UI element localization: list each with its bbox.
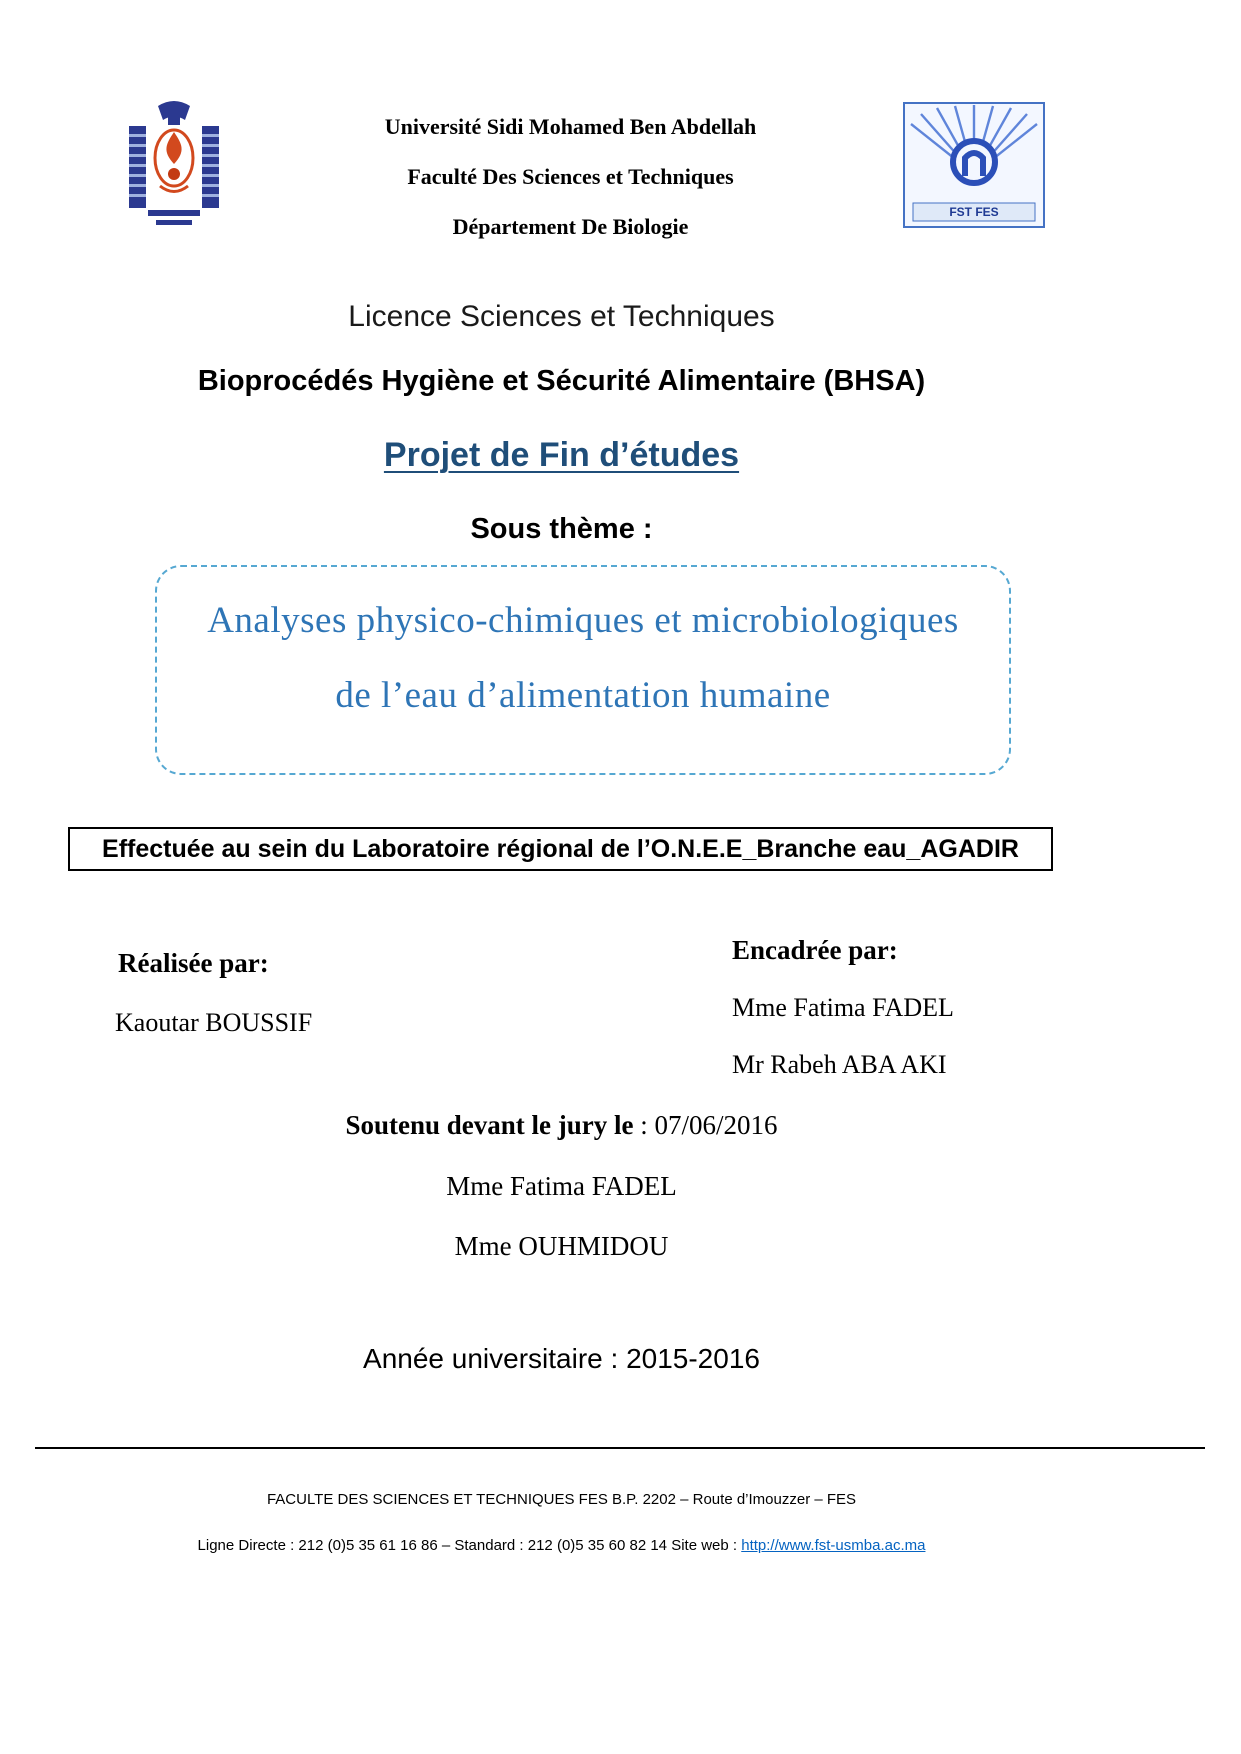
- laboratory-box: [68, 827, 1053, 871]
- encadree-name: Mme Fatima FADEL: [732, 993, 954, 1022]
- jury-member: Mme Fatima FADEL: [446, 1171, 677, 1201]
- footer-contact: [0, 1537, 1123, 1554]
- jury-label: Soutenu devant le jury le: [345, 1110, 634, 1140]
- fst-fes-logo-text: FST FES: [949, 205, 999, 219]
- realisee-par-label: Réalisée par:: [118, 948, 269, 978]
- theme-line-1: Analyses physico-chimiques et microbiologiques: [207, 600, 959, 641]
- encadree-par-label: Encadrée par:: [732, 935, 898, 965]
- laboratory-text: Effectuée au sein du Laboratoire régional de l’O.N.E.E_Branche eau_AGADIR: [102, 834, 1019, 863]
- jury-member: Mme OUHMIDOU: [454, 1231, 669, 1261]
- academic-year: Année universitaire : 2015-2016: [363, 1343, 760, 1374]
- footer-contact-text: Ligne Directe : 212 (0)5 35 61 16 86 – Standard : 212 (0)5 35 60 82 14 Site web :: [197, 1537, 742, 1554]
- website-link[interactable]: http://www.fst-usmba.ac.ma: [741, 1537, 926, 1554]
- realisee-par-name: Kaoutar BOUSSIF: [115, 1008, 313, 1037]
- footer-address: FACULTE DES SCIENCES ET TECHNIQUES FES B.P. 2202 – Route d’Imouzzer – FES: [266, 1491, 857, 1508]
- jury-date: : 07/06/2016: [633, 1110, 778, 1140]
- fst-fes-emblem-icon: [903, 102, 1045, 228]
- department-name: Département De Biologie: [452, 214, 689, 239]
- theme-box: [155, 565, 1011, 775]
- fst-fes-logo: [903, 102, 1045, 228]
- jury-line: [0, 1110, 1123, 1141]
- faculty-name: Faculté Des Sciences et Techniques: [407, 164, 734, 189]
- program-title: Bioprocédés Hygiène et Sécurité Alimentaire (BHSA): [197, 365, 926, 397]
- sous-theme-label: Sous thème :: [470, 513, 653, 545]
- footer-divider: [35, 1447, 1205, 1449]
- project-title: Projet de Fin d’études: [383, 436, 740, 474]
- theme-line-2: de l’eau d’alimentation humaine: [335, 675, 831, 716]
- encadree-name: Mr Rabeh ABA AKI: [732, 1050, 947, 1079]
- university-name: Université Sidi Mohamed Ben Abdellah: [384, 114, 757, 139]
- licence-title: Licence Sciences et Techniques: [348, 300, 775, 333]
